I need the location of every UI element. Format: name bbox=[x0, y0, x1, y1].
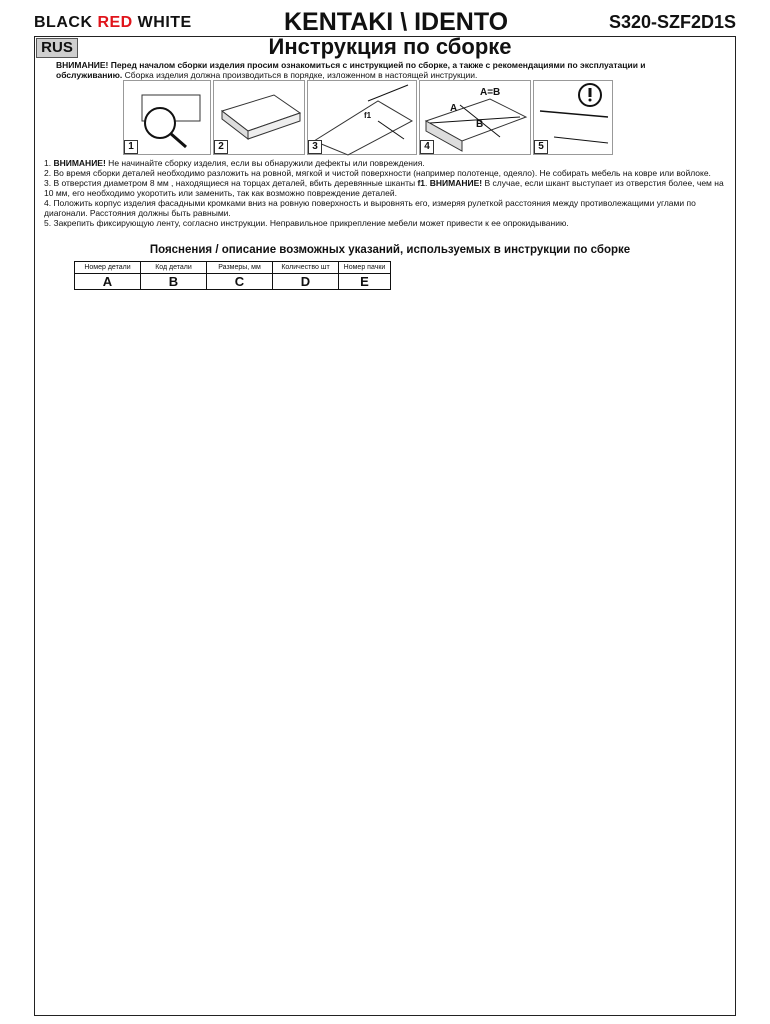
step-panel-3 bbox=[307, 80, 417, 155]
assembly-steps-strip bbox=[123, 80, 613, 155]
note-2: 2. Во время сборки деталей необходимо разложить на ровной, мягкой и чистой поверхности (например полотенце, одеяло). Не собирать мебель на ковре или войлоке. bbox=[44, 168, 711, 178]
note-3: 3. В отверстия диаметром 8 мм , находящиеся на торцах деталей, вбить деревянные шканты f1. ВНИМАНИЕ! В случае, если шкант выступает из отверстия более, чем на 10 мм, его необходимо укоротить или заменить, так как возможно повреждение деталей. bbox=[44, 178, 724, 198]
diagonal-a-label: A bbox=[450, 103, 458, 114]
step-panel-2 bbox=[213, 80, 305, 155]
brand-logo bbox=[34, 14, 192, 32]
step-panel-1 bbox=[123, 80, 211, 155]
dowel-label: f1 bbox=[364, 111, 372, 120]
table-header-cell: Размеры, мм bbox=[207, 262, 273, 274]
table-cell: D bbox=[273, 274, 339, 290]
part-code-table bbox=[74, 261, 391, 290]
intro-bold: ВНИМАНИЕ! Перед началом сборки изделия просим ознакомиться с инструкцией по сборке, а также с рекомендациями по эксплуатации и обслуживанию. bbox=[56, 60, 646, 80]
assembly-notes bbox=[44, 158, 730, 228]
dowel-icon bbox=[308, 81, 418, 156]
product-code: S320-SZF2D1S bbox=[608, 12, 736, 32]
model-name: KENTAKI \ IDENTO bbox=[284, 8, 509, 36]
table-cell: A bbox=[75, 274, 141, 290]
table-row bbox=[75, 274, 391, 290]
note-5: 5. Закрепить фиксирующую ленту, согласно инструкции. Неправильное прикрепление мебели может привести к ее опрокидыванию. bbox=[44, 218, 569, 228]
step-number: 4 bbox=[420, 140, 434, 154]
step-number: 1 bbox=[124, 140, 138, 154]
table-header-cell: Номер детали bbox=[75, 262, 141, 274]
language-badge: RUS bbox=[36, 38, 78, 58]
note-4: 4. Положить корпус изделия фасадными кромками вниз на ровную поверхность и выровнять его, измеряя рулеткой расстояния между противолежащими углами по диагонали. Расстояния должны быть равными. bbox=[44, 198, 696, 218]
note-1: 1. ВНИМАНИЕ! Не начинайте сборку изделия, если вы обнаружили дефекты или повреждения. bbox=[44, 158, 425, 168]
equal-diagonals-label: A=B bbox=[480, 87, 501, 98]
page-title: Инструкция по сборке bbox=[268, 34, 512, 59]
brand-black: BLACK bbox=[34, 14, 98, 31]
diagonal-b-label: B bbox=[476, 119, 484, 130]
intro-rest: Сборка изделия должна производиться в порядке, изложенном в настоящей инструкции. bbox=[122, 70, 478, 80]
table-header-cell: Код детали bbox=[141, 262, 207, 274]
table-cell: B bbox=[141, 274, 207, 290]
step-number: 3 bbox=[308, 140, 322, 154]
table-cell: E bbox=[339, 274, 391, 290]
legend-title: Пояснения / описание возможных указаний, используемых в инструкции по сборке bbox=[149, 244, 631, 256]
table-header-cell: Номер пачки bbox=[339, 262, 391, 274]
brand-white: WHITE bbox=[137, 14, 192, 31]
table-cell: C bbox=[207, 274, 273, 290]
intro-text bbox=[56, 60, 696, 80]
step-number: 2 bbox=[214, 140, 228, 154]
step-panel-4 bbox=[419, 80, 531, 155]
step-panel-5 bbox=[533, 80, 613, 155]
table-header-row bbox=[75, 262, 391, 274]
brand-red: RED bbox=[97, 14, 138, 31]
step-number: 5 bbox=[534, 140, 548, 154]
table-header-cell: Количество шт bbox=[273, 262, 339, 274]
